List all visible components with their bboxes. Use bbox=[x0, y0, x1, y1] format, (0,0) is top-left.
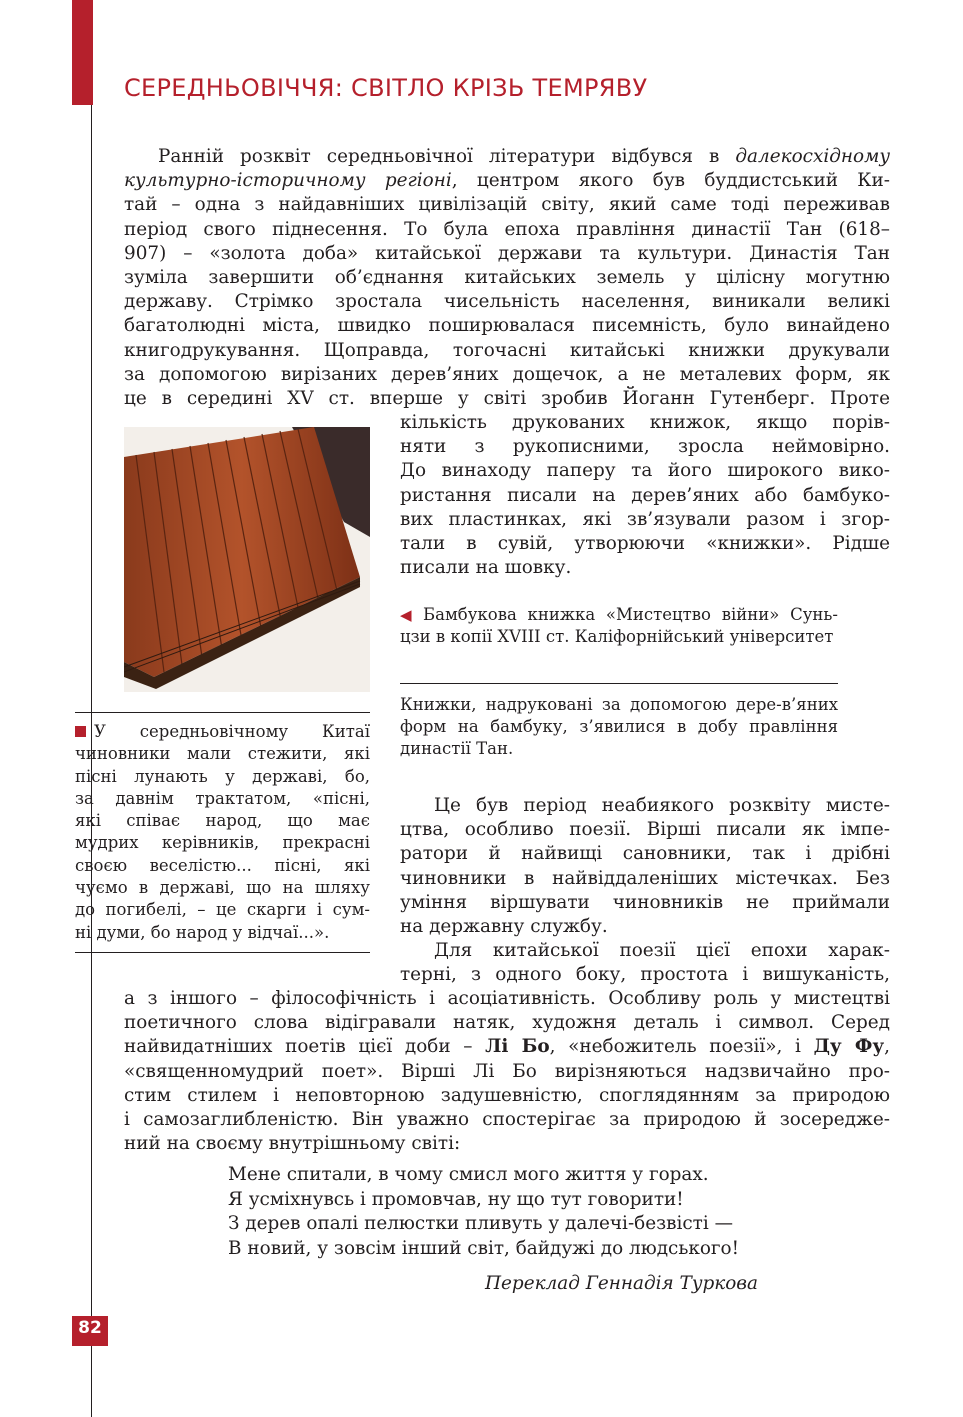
text-line: за давнім трактатом, «пісні, bbox=[75, 788, 370, 808]
text-line: на державну службу. bbox=[400, 915, 608, 937]
caption-divider bbox=[400, 683, 838, 684]
text-line: ний на своєму внутрішньому світі: bbox=[124, 1133, 461, 1155]
text-line: тали в сувій, утворюючи «книжки». Рідше bbox=[400, 532, 890, 554]
poem-line: Мене спитали, в чому смисл мого життя у горах. bbox=[228, 1164, 709, 1185]
poet-name-li-bo: Лі Бо bbox=[485, 1036, 550, 1058]
section-title: СЕРЕДНЬОВІЧЧЯ: СВІТЛО КРІЗЬ ТЕМРЯВУ bbox=[124, 74, 648, 102]
text-line: які співає народ, що має bbox=[75, 811, 370, 831]
poem-line: В новий, у зовсім інший світ, байдужі до людського! bbox=[228, 1237, 740, 1259]
poem-excerpt bbox=[228, 1163, 739, 1261]
text-line: зуміла завершити об’єднання китайських земель у цілісну могутню bbox=[124, 266, 890, 288]
text-line: ратори й найвищі сановники, так і дрібні bbox=[400, 843, 890, 865]
text-line: чиновники мали стежити, які bbox=[75, 744, 370, 764]
text-line: 907) – «золота доба» китайської держави та культури. Династія Тан bbox=[124, 242, 890, 264]
image-note: Книжки, надруковані за допомогою дере-в’яних форм на бамбуку, з’явилися в добу правління династії Тан. bbox=[400, 695, 838, 758]
text-line: багатолюдні міста, швидко поширювалася писемність, було винайдено bbox=[124, 315, 890, 337]
triangle-left-icon: ◀ bbox=[400, 606, 418, 624]
text-line: стим стилем і неповторною задушевністю, споглядянням за природою bbox=[124, 1084, 890, 1106]
intro-paragraph-continued bbox=[400, 411, 890, 580]
poets-paragraph bbox=[124, 987, 890, 1156]
poem-line: З дерев опалі пелюстки пливуть у далечі-безвісті — bbox=[228, 1213, 733, 1235]
text-line: пісні лунають у державі, бо, bbox=[75, 766, 370, 786]
text-line: терні, з одного боку, простота і вишуканість, bbox=[400, 964, 890, 986]
poem-line: Я усміхнувсь і промовчав, ну що тут говорити! bbox=[228, 1188, 684, 1210]
text-line: книгодрукування. Щоправда, тогочасні китайські книжки друкували bbox=[124, 339, 890, 361]
poet-name-du-fu: Ду Фу bbox=[813, 1036, 885, 1058]
text-line: своєю веселістю... пісні, які bbox=[75, 855, 370, 875]
page-number: 82 bbox=[78, 1318, 102, 1338]
text-line: до погибелі, – це скарги і сум- bbox=[75, 900, 370, 920]
text-line: У середньовічному Китаї bbox=[75, 721, 370, 743]
text-line: чиновники в найвіддаленіших містечках. Без bbox=[400, 867, 890, 889]
sidebar-note bbox=[75, 721, 370, 944]
text-line: До винаходу паперу та його широкого вико- bbox=[400, 460, 890, 482]
text-line: кількість друкованих книжок, якщо порів- bbox=[400, 412, 890, 433]
intro-paragraph bbox=[124, 145, 890, 411]
text-line: період свого піднесення. То була епоха правління династії Тан (618– bbox=[124, 218, 890, 240]
text-line: ні думи, бо народ у відчаї...». bbox=[75, 922, 330, 942]
text-line: і самозаглибленістю. Він уважно спостерігає за природою й зосереджe- bbox=[124, 1108, 890, 1130]
text-line: Для китайської поезії цієї епохи харак- bbox=[434, 940, 890, 962]
text-line: уміння віршувати чиновників не приймали bbox=[400, 891, 890, 913]
section-color-tab bbox=[72, 0, 93, 105]
text-line: «священномудрий поет». Вірші Лі Бо вирізняються надзвичайно про- bbox=[124, 1060, 890, 1082]
text-line: найвидатніших поетів цієї доби – Лі Бо, «небожитель поезії», і Ду Фу, bbox=[124, 1036, 891, 1058]
image-caption: ◀ Бамбукова книжка «Мистецтво війни» Сунь-цзи в копії XVIII ст. Каліфорнійський університет bbox=[400, 605, 838, 646]
text-line: за допомогою вирізаних дерев’яних дощечок, а не металевих форм, як bbox=[124, 363, 890, 385]
text-line: цтва, особливо поезії. Вірші писали як імпе- bbox=[400, 819, 890, 841]
text-line: а з іншого – філософічність і асоціативність. Особливу роль у мистецтві bbox=[124, 988, 890, 1009]
sidebar-divider-top bbox=[75, 712, 370, 713]
text-line: вих пластинках, які зв’язували разом і згор- bbox=[400, 508, 890, 530]
text-line: поетичного слова відігравали натяк, художня деталь і символ. Серед bbox=[124, 1012, 890, 1034]
text-line: культурно-історичному регіоні, центром якого був буддистський Ки- bbox=[124, 170, 890, 192]
translator-credit: Переклад Геннадія Туркова bbox=[485, 1273, 758, 1294]
square-bullet-icon bbox=[75, 726, 86, 737]
text-line: писали на шовку. bbox=[400, 557, 572, 579]
text-line: Ранній розквіт середньовічної літератури відбувся в далекосхідному bbox=[158, 146, 890, 167]
text-line: чуємо в державі, що на шляху bbox=[75, 878, 370, 898]
bamboo-book-image bbox=[124, 427, 370, 692]
text-line: няти з рукописними, зросла неймовірно. bbox=[400, 436, 890, 458]
text-line: мудрих керівників, прекрасні bbox=[75, 833, 370, 853]
text-line: Це був період неабиякого розквіту мисте- bbox=[434, 795, 890, 816]
text-line: тай – одна з найдавніших цивілізацій світу, який саме тоді переживав bbox=[124, 194, 890, 216]
text-line: державу. Стрімко зростала чисельність населення, виникали великі bbox=[124, 291, 890, 313]
sidebar-divider-bottom bbox=[75, 952, 370, 953]
text-line: ристання писали на дерев’яних або бамбуко- bbox=[400, 484, 890, 506]
text-line: це в середині XV ст. вперше у світі зробив Йоганн Гутенберг. Проте bbox=[124, 387, 890, 409]
poetry-paragraph bbox=[400, 794, 890, 988]
